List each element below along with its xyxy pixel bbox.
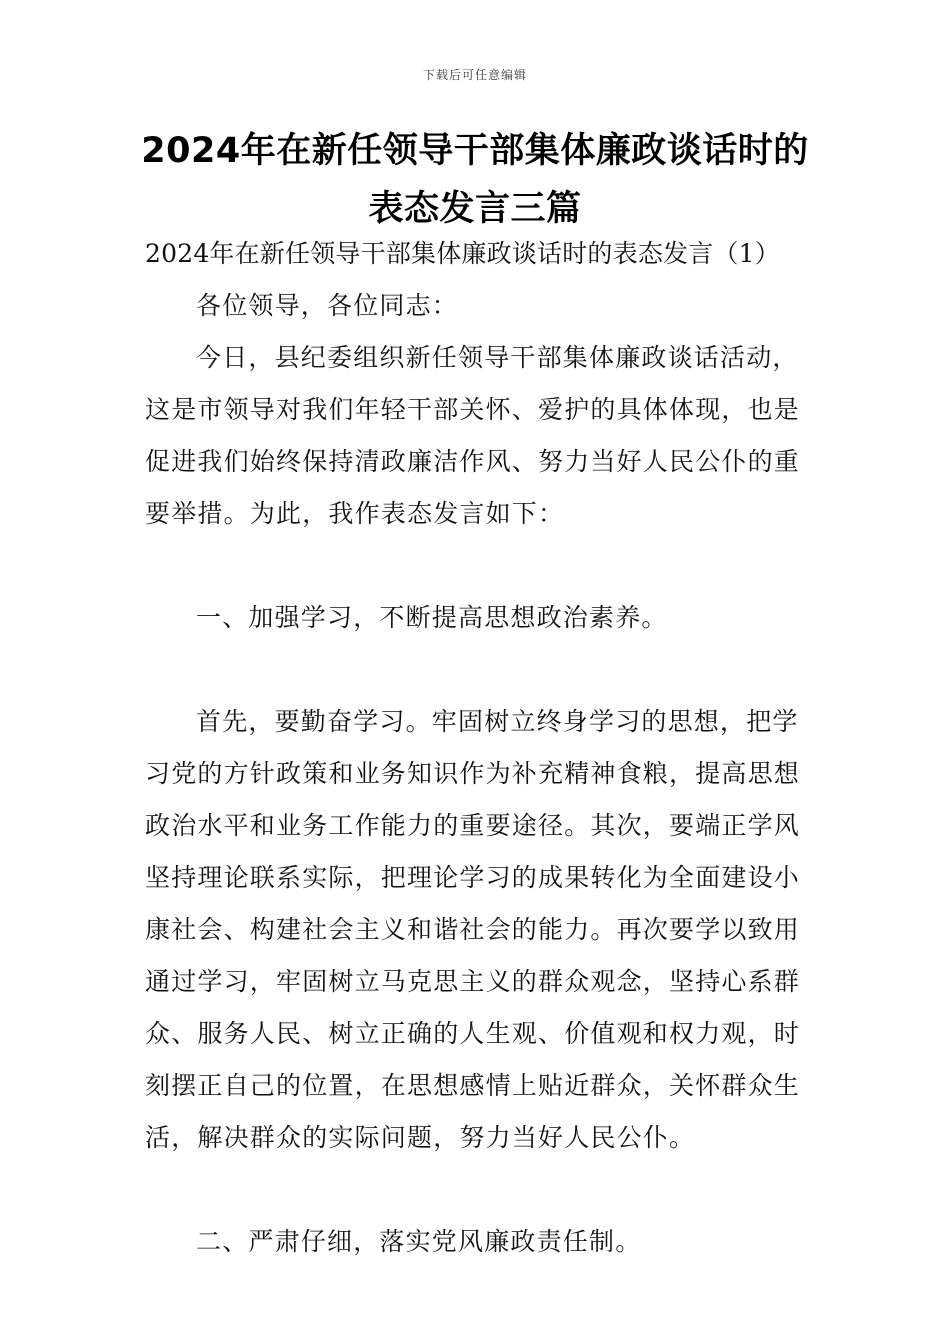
section-1-paragraph (145, 696, 810, 1164)
section-1-line: 活，解决群众的实际问题，努力当好人民公仆。 (145, 1123, 696, 1152)
section-1-line: 众、服务人民、树立正确的人生观、价值观和权力观，时 (145, 1019, 801, 1048)
section-1-line: 习党的方针政策和业务知识作为补充精神食粮，提高思想 (145, 759, 801, 788)
section-1-line: 刻摆正自己的位置，在思想感情上贴近群众，关怀群众生 (145, 1071, 801, 1100)
section-1-line: 通过学习，牢固树立马克思主义的群众观念，坚持心系群 (145, 967, 801, 996)
header-note: 下载后可任意编辑 (422, 68, 527, 82)
section-2-heading: 二、严肃仔细，落实党风廉政责任制。 (196, 1227, 642, 1256)
document-body (145, 228, 810, 1268)
section-1-line: 政治水平和业务工作能力的重要途径。其次，要端正学风 (145, 811, 801, 840)
speech-subtitle: 2024年在新任领导干部集体廉政谈话时的表态发言（1） (145, 239, 780, 268)
intro-line: 今日，县纪委组织新任领导干部集体廉政谈话活动， (196, 343, 799, 372)
title-line-1: 2024年在新任领导干部集体廉政谈话时的 (141, 131, 809, 171)
section-1-line: 首先，要勤奋学习。牢固树立终身学习的思想，把学 (196, 707, 799, 736)
paragraph-gap (145, 540, 810, 592)
intro-line: 这是市领导对我们年轻干部关怀、爱护的具体体现，也是 (145, 395, 801, 424)
document-title (120, 122, 830, 238)
section-1-heading: 一、加强学习，不断提高思想政治素养。 (196, 603, 668, 632)
paragraph-gap (145, 1164, 810, 1216)
intro-paragraph (145, 332, 810, 540)
greeting: 各位领导，各位同志： (196, 291, 459, 320)
paragraph-gap (145, 644, 810, 696)
title-line-2: 表态发言三篇 (368, 189, 582, 229)
section-1-line: 坚持理论联系实际，把理论学习的成果转化为全面建设小 (145, 863, 801, 892)
intro-line: 要举措。为此，我作表态发言如下： (145, 499, 565, 528)
section-1-line: 康社会、构建社会主义和谐社会的能力。再次要学以致用 (145, 915, 801, 944)
intro-line: 促进我们始终保持清政廉洁作风、努力当好人民公仆的重 (145, 447, 801, 476)
